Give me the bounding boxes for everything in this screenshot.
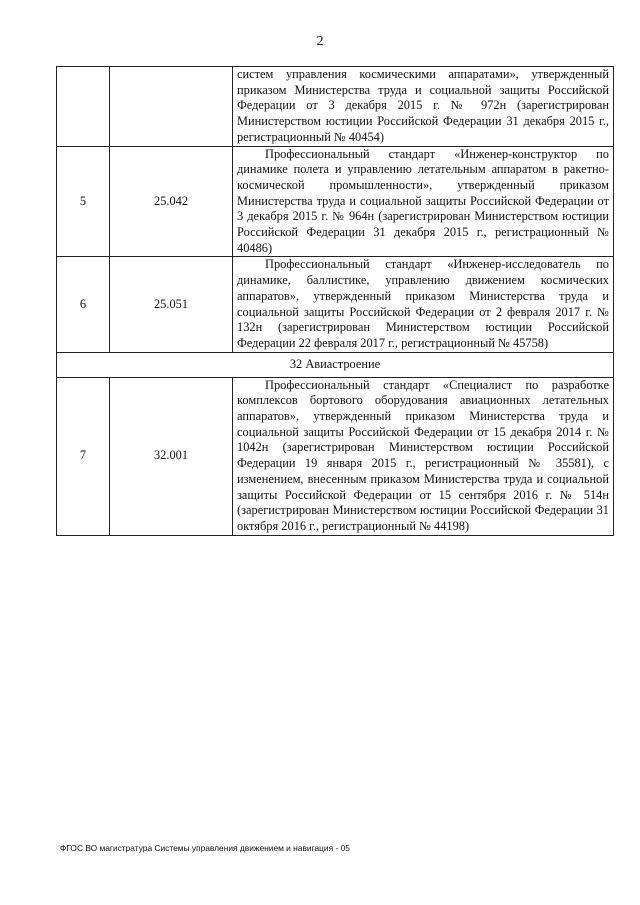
standard-description-text: Профессиональный стандарт «Инженер-конструктор по динамике полета и управлению летательным аппаратом в ракетно-космической промышленности», утвержденный приказом Министерства труда и социальной защиты Российской Федерации от 3 декабря 2015 г. № 964н (зарегистрирован Министерством юстиции Российской Федерации 31 декабря 2015 г., регистрационный № 40486) [237, 146, 609, 255]
standard-description-cell [233, 377, 614, 535]
standard-description-cell [233, 67, 614, 147]
document-footer: ФГОС ВО магистратура Системы управления движением и навигация - 05 [60, 843, 350, 853]
row-number-cell: 7 [57, 377, 110, 535]
row-number-cell: 6 [57, 257, 110, 352]
row-number-cell [57, 67, 110, 147]
table-row [57, 377, 614, 535]
standards-table [56, 66, 614, 536]
standard-description-text: Профессиональный стандарт «Специалист по разработке комплексов бортового оборудования авиационных летательных аппаратов», утвержденный приказом Министерства труда и социальной защиты Российской Федерации от 15 декабря 2014 г. № 1042н (зарегистрирован Министерством юстиции Российской Федерации 19 января 2015 г., регистрационный № 35581), с изменением, внесенным приказом Министерства труда и социальной защиты Российской Федерации от 15 сентября 2016 г. № 514н (зарегистрирован Министерством юстиции Российской Федерации 31 октября 2016 г., регистрационный № 44198) [237, 377, 609, 533]
table-row [57, 67, 614, 147]
standard-code-cell: 25.042 [110, 146, 233, 257]
table-row [57, 146, 614, 257]
standard-code-cell: 32.001 [110, 377, 233, 535]
section-title: 32 Авиастроение [57, 352, 614, 377]
standard-description-cell [233, 146, 614, 257]
section-row [57, 352, 614, 377]
page-number: 2 [316, 34, 324, 49]
standard-code-cell: 25.051 [110, 257, 233, 352]
standard-description-cell [233, 257, 614, 352]
table-row [57, 257, 614, 352]
row-number-cell: 5 [57, 146, 110, 257]
standard-description-text: Профессиональный стандарт «Инженер-исследователь по динамике, баллистике, управлению движением космических аппаратов», утвержденный приказом Министерства труда и социальной защиты Российской Федерации от 2 февраля 2017 г. № 132н (зарегистрирован Министерством юстиции Российской Федерации 22 февраля 2017 г., регистрационный № 45758) [237, 257, 609, 350]
standard-description-text: систем управления космическими аппаратами», утвержденный приказом Министерства труда и социальной защиты Российской Федерации от 3 декабря 2015 г. № 972н (зарегистрирован Министерством юстиции Российской Федерации 31 декабря 2015 г., регистрационный № 40454) [237, 67, 609, 144]
standard-code-cell [110, 67, 233, 147]
